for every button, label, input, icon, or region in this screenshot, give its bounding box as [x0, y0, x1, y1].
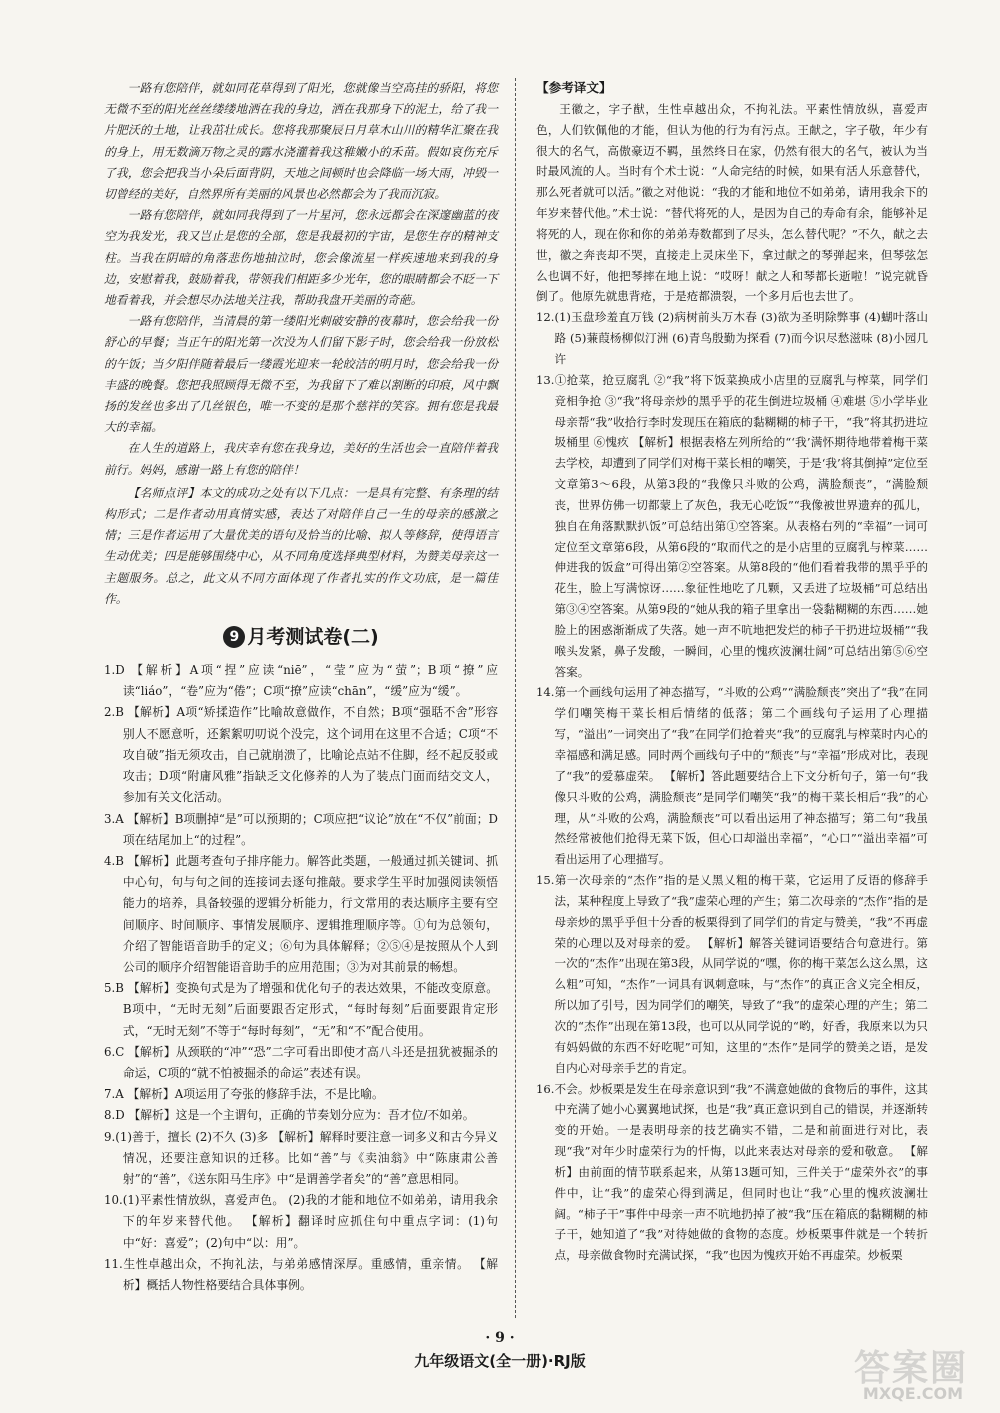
answer-item: 3.A 【解析】B项删掉“是”可以预期的；C项应把“议论”放在“不仅”前面；D项在结尾加上“的过程”。 — [104, 811, 498, 847]
answer-item: 1.D 【解析】A项“捏”应读“niē”，“莹”应为“萤”；B项“撩”应读“liáo”，“卷”应为“倦”；C项“撩”应读“chān”，“缓”应为“缓”。 — [104, 663, 498, 699]
answer-item: 9.(1)善于，擅长 (2)不久 (3)多 【解析】解释时要注意一词多义和古今异义情况，还要注意知识的迁移。比如“善”与《卖油翁》中“陈康肃公善射”的“善”，《送东阳马生序》中“是谓善学者矣”的“善”意思相同。 — [104, 1129, 498, 1186]
page-number: · 9 · — [485, 1330, 515, 1346]
section-title-text: 月考测试卷(二) — [247, 626, 379, 649]
answer-item: 4.B 【解析】此题考查句子排序能力。解答此类题，一般通过抓关键词、抓中心句，句与句之间的连接词去逐句推敲。要求学生平时加强阅读领悟能力的培养，具备较强的逻辑分析能力，行文常用的表达顺序主要有空间顺序、时间顺序、事情发展顺序、逻辑推理顺序等。①句为总领句，介绍了智能语音助手的定义；⑥句为具体解释；②⑤④是按照从个人到公司的顺序介绍智能语音助手的应用范围；③为对其前景的畅想。 — [104, 853, 498, 974]
answer-item: 13.①抢菜，抢豆腐乳 ②“我”将下饭菜换成小店里的豆腐乳与榨菜，同学们竞相争抢 ③“我”将母亲炒的黑乎乎的花生倒进垃圾桶 ④难堪 ⑤小学毕业母亲帮“我”收拾行李时发现压在箱底的黏糊糊的柿子干，“我”将其扔进垃圾桶里 ⑥愧疚 【解析】根据表格左列所给的“‘我’满怀期待地带着梅干菜去学校，却遭到了同学们对梅干菜长相的嘲笑，于是‘我’将其倒掉”定位至文章第3～6段，从第3段的“我像只斗败的公鸡，满脸颓丧”，“满脸颓丧，世界仿佛一切都蒙上了灰色，我无心吃饭”“我像被世界遗弃的孤儿，独自在角落默默扒饭”可总结出第①空答案。从表格右列的“幸福”一词可定位至文章第6段，从第6段的“取而代之的是小店里的豆腐乳与榨菜……伸进我的饭盒”可得出第②空答案。从第8段的“他们看着我带的黑乎乎的花生，脸上写满惊讶……象征性地吃了几颗，又丢进了垃圾桶”可总结出第③④空答案。从第9段的“她从我的箱子里拿出一袋黏糊糊的东西……她脸上的困惑渐渐成了失落。她一声不吭地把发烂的柿子干扔进垃圾桶”“我喉头发紧，鼻子发酸，一瞬间，心里的愧疚波澜壮阔”可总结出第⑤⑥空答案。 — [536, 372, 928, 679]
answer-item: 11.生性卓越出众，不拘礼法，与弟弟感情深厚。重感情，重亲情。 【解析】概括人物性格要结合具体事例。 — [104, 1256, 498, 1292]
right-column — [536, 78, 928, 1266]
reference-translation-title: 【参考译文】 — [536, 80, 612, 95]
answer-item: 16.不会。炒板栗是发生在母亲意识到“我”不满意她做的食物后的事件，这其中充满了她小心翼翼地试探，也是“我”真正意识到自己的错误，并逐渐转变的开始。一是表明母亲的技艺确实不错，二是和前面进行对比，表现“我”对年少时虚荣行为的忏悔，以此来表达对母亲的爱和敬意。 【解析】由前面的情节联系起来，从第13题可知，三件关于“虚荣外衣”的事件中，让“我”的虚荣心得到满足，但同时也让“我”心里的愧疚波澜壮阔。“柿子干”事件中母亲一声不吭地扔掉了被“我”压在箱底的黏糊糊的柿子干，她知道了“我”对待她做的食物的态度。炒板栗事件就是一个转折点，母亲做食物时充满试探，“我”也因为愧疚开始不再虚荣。炒板栗 — [536, 1081, 928, 1263]
answer-item: 6.C 【解析】从颈联的“冲”“恐”二字可看出即使才高八斗还是扭犹被掘杀的命运，C项的“就不怕被掘杀的命运”表述有误。 — [104, 1044, 498, 1080]
answer-item: 2.B 【解析】A项“矫揉造作”比喻故意做作，不自然；B项“强聒不舍”形容别人不愿意听，还絮絮叨叨说个没完，这个词用在这里不合适；C项“不攻自破”指无须攻击，自己就崩溃了，比喻论点站不住脚，经不起反驳或攻击；D项“附庸风雅”指缺乏文化修养的人为了装点门面而结交文人，参加有关文化活动。 — [104, 705, 498, 805]
left-column — [104, 78, 498, 1296]
answer-item: 14.第一个画线句运用了神态描写，“斗败的公鸡”“满脸颓丧”突出了“我”在同学们嘲笑梅干菜长相后情绪的低落；第二个画线句子运用了心理描写，“溢出”一词突出了“我”在同学们抢着夹“我”的豆腐乳与榨菜时内心的幸福感和满足感。同时两个画线句子中的“颓丧”与“幸福”形成对比，表现了“我”的爱慕虚荣。 【解析】答此题要结合上下文分析句子，第一句“我像只斗败的公鸡，满脸颓丧”是同学们嘲笑“我”的梅干菜长相后“我”的心理，从“斗败的公鸡，满脸颓丧”可以看出运用了神态描写；第二句“我虽然经常被他们抢得无菜下饭，但心口却溢出幸福”，“心口”“溢出幸福”可看出运用了心理描写。 — [536, 685, 928, 867]
watermark-text-cn: 答案圈 — [853, 1348, 968, 1389]
answer-list — [536, 307, 928, 1266]
watermark-logo — [836, 1340, 986, 1406]
answer-item: 10.(1)平素性情放纵，喜爱声色。 (2)我的才能和地位不如弟弟，请用我余下的年岁来替代他。 【解析】翻译时应抓住句中重点字词：(1)句中“好：喜爱”；(2)句中“以：用”。 — [104, 1193, 498, 1250]
section-title — [104, 624, 498, 650]
column-divider — [515, 78, 516, 1318]
answer-item: 5.B 【解析】变换句式是为了增强和优化句子的表达效果，不能改变原意。B项中，“无时无刻”后面要跟否定形式，“每时每刻”后面要跟肯定形式，“无时无刻”不等于“每时每刻”，“无”和“不”配合使用。 — [104, 981, 498, 1038]
book-title: 九年级语文(全一册)·RJ版 — [414, 1352, 586, 1370]
answer-list — [104, 660, 498, 1296]
answer-item: 15.第一次母亲的“杰作”指的是乂黑乂粗的梅干菜，它运用了反语的修辞手法，某种程度上导致了“我”虚荣心理的产生；第二次母亲的“杰作”指的是母亲炒的黑乎乎但十分香的板栗得到了同学们的肯定与赞美，“我”不再虚荣的心理以及对母亲的爱。 【解析】解答关键词语要结合句意进行。第一次的“杰作”出现在第3段，从同学说的“嘿，你的梅干菜怎么这么黑，这么粗”可知，“杰作”一词具有讽刺意味，与“杰作”的真正含义完全相反，所以加了引号，因为同学们的嘲笑，导致了“我”的虚荣心理的产生；第二次的“杰作”出现在第13段，也可以从同学说的“哟，好香，我原来以为只有妈妈做的东西不好吃呢”可知，这里的“杰作”是同学的赞美之语，是发自内心对母亲手艺的肯定。 — [536, 873, 928, 1075]
essay — [104, 78, 498, 481]
essay-paragraph: 一路有您陪伴，就如同花草得到了阳光，您就像当空高挂的骄阳，将您无微不至的阳光丝丝缕缕地洒在我的身边，洒在我那身下的泥土，给了我一片肥沃的土地，让我茁壮成长。您将我那聚辰日月草木山川的精华汇聚在我的身上，用无数滴万物之灵的露水浇灌着我这稚嫩小的禾苗。假如哀伤充斥了我，您会把我当小朵后面背阴，天地之间顿时也会降临一场大雨，冲毁一切曾经的美好，自然界所有美丽的风景也必然都会为了我而沉寂。 — [104, 81, 498, 202]
answer-item: 7.A 【解析】A项运用了夸张的修辞手法，不是比喻。 — [104, 1087, 384, 1102]
section-number-badge: 9 — [223, 626, 245, 648]
watermark-text-en: MXQE.COM — [862, 1384, 964, 1403]
essay-paragraph: 一路有您陪伴，就如同我得到了一片星河，您永远都会在深邃幽蓝的夜空为我发光，我又岂止是您的全部，您是我最初的宇宙，是您生存的精神支柱。当我在阴暗的角落悲伤地抽泣时，您会像流星一样疾速地来到我的身边，安慰着我，鼓励着我，带领我们相距多少光年，您的眼睛都会不眨一下地看着我，并会想尽办法地关注我，帮助我盘开美丽的奇葩。 — [104, 208, 498, 308]
reference-translation: 王徽之，字子猷，生性卓越出众，不拘礼法。平素性情放纵，喜爱声色，人们钦佩他的才能，但认为他的行为有污点。王献之，字子敬，年少有很大的名气，高傲豪迈不羁，虽然终日在家，仍然有很大的名气，被认为当时最风流的人。当时有个术士说：“人命完结的时候，如果有活人乐意替代，那么死者就可以活。”徽之对他说：“我的才能和地位不如弟弟，请用我余下的年岁来替代他。”术士说：“替代将死的人，是因为自己的寿命有余，能够补足将死的人，现在你和你的弟弟寿数都到了尽头，怎么替代呢？”不久，献之去世，徽之奔丧却不哭，直接走上灵床坐下，拿过献之的琴弹起来，但琴弦怎么也调不好，他把琴摔在地上说：“哎呀！献之人和琴都长逝啦！”说完就昏倒了。他原先就患背疮，于是疮都溃裂，一个多月后也去世了。 — [536, 101, 928, 304]
answer-item: 8.D 【解析】这是一个主谓句，正确的节奏划分应为：吾才位/不如弟。 — [104, 1108, 475, 1123]
teacher-comment: 【名师点评】本文的成功之处有以下几点：一是具有完整、有条理的结构形式；二是作者动用真情实感，表达了对陪伴自己一生的母亲的感激之情；三是作者运用了大量优美的语句及恰当的比喻、拟人等修辞，使得语言生动优美；四是能够围绕中心，从不同角度选择典型材料，为赞美母亲这一主题服务。总之，此文从不同方面体现了作者扎实的作文功底，是一篇佳作。 — [104, 485, 498, 606]
essay-paragraph: 在人生的道路上，我庆幸有您在我身边，美好的生活也会一直陪伴着我前行。妈妈，感谢一路上有您的陪伴！ — [104, 441, 498, 477]
answer-item: 12.(1)玉盘珍羞直万钱 (2)病树前头万木春 (3)欲为圣明除弊事 (4)蝴叶落山路 (5)蒹葭杨柳似汀洲 (6)青鸟殷勤为探看 (7)而今识尽愁滋味 (8)小园几许 — [536, 310, 928, 366]
essay-paragraph: 一路有您陪伴，当清晨的第一缕阳光刺破安静的夜幕时，您会给我一份舒心的早餐；当正午的阳光第一次没为人们留下影子时，您会给我一份放松的午饭；当夕阳伴随着最后一缕霞光迎来一轮皎洁的明月时，您会给我一份丰盛的晚餐。您把我照顾得无微不至，为我留下了难以割断的印痕，风中飘扬的发丝也多出了几丝银色，唯一不变的是那个慈祥的笑容。拥有您是我最大的幸福。 — [104, 314, 498, 435]
